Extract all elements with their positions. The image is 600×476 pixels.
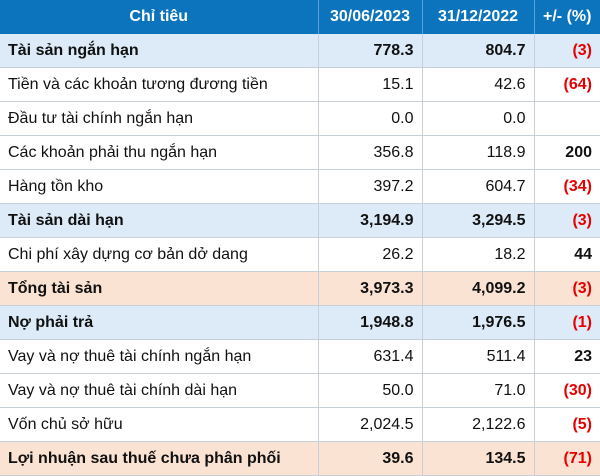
table-row xyxy=(0,170,600,204)
row-value-date-1: 1,948.8 xyxy=(318,306,422,340)
row-value-date-2: 118.9 xyxy=(422,136,534,170)
table-row xyxy=(0,68,600,102)
row-value-date-1: 356.8 xyxy=(318,136,422,170)
row-value-date-1: 3,973.3 xyxy=(318,272,422,306)
row-change: 23 xyxy=(534,340,600,374)
row-change: (30) xyxy=(534,374,600,408)
table-row xyxy=(0,238,600,272)
row-label: Tổng tài sản xyxy=(0,272,318,306)
row-value-date-1: 778.3 xyxy=(318,34,422,68)
row-change xyxy=(534,102,600,136)
row-value-date-2: 18.2 xyxy=(422,238,534,272)
row-change: (64) xyxy=(534,68,600,102)
table-row xyxy=(0,340,600,374)
row-change: (1) xyxy=(534,306,600,340)
row-label: Các khoản phải thu ngắn hạn xyxy=(0,136,318,170)
row-label: Vay và nợ thuê tài chính ngắn hạn xyxy=(0,340,318,374)
row-value-date-1: 39.6 xyxy=(318,442,422,476)
row-value-date-2: 604.7 xyxy=(422,170,534,204)
table-row xyxy=(0,306,600,340)
row-label: Vốn chủ sở hữu xyxy=(0,408,318,442)
table-row xyxy=(0,408,600,442)
row-label: Tiền và các khoản tương đương tiền xyxy=(0,68,318,102)
header-date-1: 30/06/2023 xyxy=(318,0,422,34)
row-change: 44 xyxy=(534,238,600,272)
row-value-date-2: 4,099.2 xyxy=(422,272,534,306)
row-change: (3) xyxy=(534,272,600,306)
row-value-date-2: 3,294.5 xyxy=(422,204,534,238)
row-change: 200 xyxy=(534,136,600,170)
row-value-date-2: 804.7 xyxy=(422,34,534,68)
row-value-date-2: 511.4 xyxy=(422,340,534,374)
row-label: Tài sản dài hạn xyxy=(0,204,318,238)
table-row xyxy=(0,102,600,136)
row-value-date-2: 2,122.6 xyxy=(422,408,534,442)
header-date-2: 31/12/2022 xyxy=(422,0,534,34)
row-value-date-1: 2,024.5 xyxy=(318,408,422,442)
row-value-date-2: 134.5 xyxy=(422,442,534,476)
table-header-row xyxy=(0,0,600,34)
row-value-date-2: 42.6 xyxy=(422,68,534,102)
table-row xyxy=(0,204,600,238)
header-change: +/- (%) xyxy=(534,0,600,34)
table-row xyxy=(0,374,600,408)
table-row xyxy=(0,272,600,306)
row-value-date-2: 71.0 xyxy=(422,374,534,408)
table-body xyxy=(0,34,600,476)
row-label: Chi phí xây dựng cơ bản dở dang xyxy=(0,238,318,272)
row-value-date-2: 0.0 xyxy=(422,102,534,136)
row-change: (5) xyxy=(534,408,600,442)
row-label: Vay và nợ thuê tài chính dài hạn xyxy=(0,374,318,408)
row-label: Lợi nhuận sau thuế chưa phân phối xyxy=(0,442,318,476)
row-value-date-1: 0.0 xyxy=(318,102,422,136)
row-value-date-2: 1,976.5 xyxy=(422,306,534,340)
row-value-date-1: 26.2 xyxy=(318,238,422,272)
row-value-date-1: 397.2 xyxy=(318,170,422,204)
row-value-date-1: 3,194.9 xyxy=(318,204,422,238)
row-label: Nợ phải trả xyxy=(0,306,318,340)
table-row xyxy=(0,442,600,476)
row-value-date-1: 50.0 xyxy=(318,374,422,408)
row-change: (3) xyxy=(534,34,600,68)
row-label: Hàng tồn kho xyxy=(0,170,318,204)
row-value-date-1: 15.1 xyxy=(318,68,422,102)
row-label: Tài sản ngắn hạn xyxy=(0,34,318,68)
row-change: (3) xyxy=(534,204,600,238)
header-indicator: Chỉ tiêu xyxy=(0,0,318,34)
row-change: (34) xyxy=(534,170,600,204)
row-label: Đầu tư tài chính ngắn hạn xyxy=(0,102,318,136)
table-row xyxy=(0,136,600,170)
table-row xyxy=(0,34,600,68)
row-value-date-1: 631.4 xyxy=(318,340,422,374)
row-change: (71) xyxy=(534,442,600,476)
